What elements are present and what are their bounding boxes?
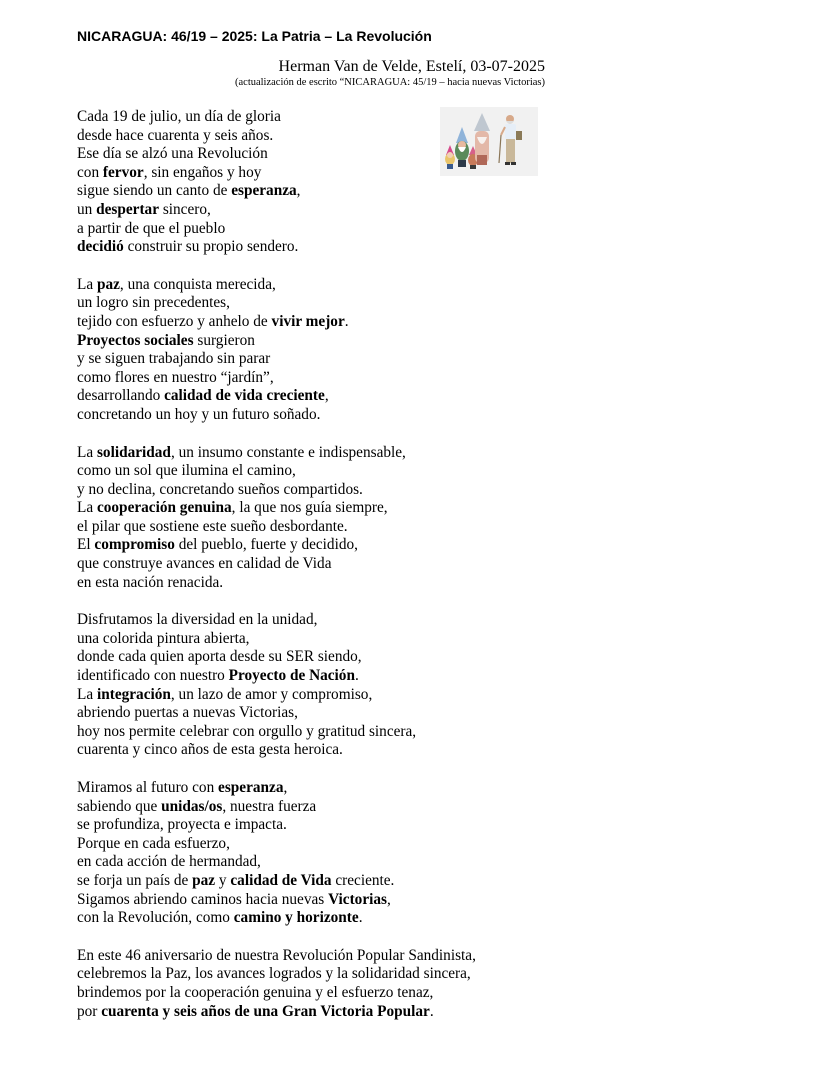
poem-line bbox=[77, 387, 476, 406]
poem-line bbox=[77, 611, 476, 630]
poem-line bbox=[77, 145, 476, 164]
emphasized-text: calidad de vida creciente bbox=[164, 387, 325, 405]
poem-line bbox=[77, 853, 476, 872]
poem-line bbox=[77, 891, 476, 910]
text-segment: como flores en nuestro “jardín”, bbox=[77, 368, 274, 386]
text-segment: La bbox=[77, 499, 97, 517]
text-segment: por bbox=[77, 1002, 102, 1020]
text-segment: , un lazo de amor y compromiso, bbox=[170, 685, 373, 703]
text-segment: del pueblo, fuerte y decidido, bbox=[174, 536, 358, 554]
text-segment: , bbox=[296, 182, 301, 200]
text-segment: cuarenta y cinco años de esta gesta heroica. bbox=[77, 741, 343, 759]
text-segment: a partir de que el pueblo bbox=[77, 219, 226, 237]
text-segment: sigue siendo un canto de bbox=[77, 182, 232, 200]
emphasized-text: despertar bbox=[96, 200, 159, 218]
emphasized-text: calidad de Vida bbox=[230, 871, 332, 889]
poem-body bbox=[77, 108, 476, 1040]
text-segment: El bbox=[77, 536, 95, 554]
poem-line bbox=[77, 444, 476, 463]
poem-line bbox=[77, 835, 476, 854]
text-segment: en cada acción de hermandad, bbox=[77, 853, 261, 871]
poem-line bbox=[77, 238, 476, 257]
text-segment: creciente. bbox=[331, 871, 395, 889]
text-segment: , sin engaños y hoy bbox=[143, 163, 262, 181]
text-segment: que construye avances en calidad de Vida bbox=[77, 555, 332, 573]
text-segment: sincero, bbox=[159, 200, 211, 218]
text-segment: Miramos al futuro con bbox=[77, 779, 219, 796]
text-segment: Porque en cada esfuerzo, bbox=[77, 834, 230, 852]
text-segment: el pilar que sostiene este sueño desbordante. bbox=[77, 517, 348, 535]
stanza bbox=[77, 947, 476, 1021]
text-segment: tejido con esfuerzo y anhelo de bbox=[77, 312, 272, 330]
text-segment: . bbox=[354, 667, 359, 685]
emphasized-text: unidas/os bbox=[161, 797, 223, 815]
poem-line bbox=[77, 462, 476, 481]
emphasized-text: paz bbox=[192, 871, 216, 889]
poem-line bbox=[77, 220, 476, 239]
text-segment: desde hace cuarenta y seis años. bbox=[77, 126, 274, 144]
stanza bbox=[77, 779, 476, 928]
emphasized-text: fervor bbox=[102, 163, 144, 181]
poem-line bbox=[77, 276, 476, 295]
text-segment: donde cada quien aporta desde su SER siendo, bbox=[77, 648, 362, 666]
emphasized-text: compromiso bbox=[94, 536, 175, 554]
text-segment: celebremos la Paz, los avances logrados y la solidaridad sincera, bbox=[77, 965, 471, 983]
text-segment: un logro sin precedentes, bbox=[77, 294, 230, 312]
poem-line bbox=[77, 630, 476, 649]
text-segment: brindemos por la cooperación genuina y el esfuerzo tenaz, bbox=[77, 983, 434, 1001]
poem-line bbox=[77, 984, 476, 1003]
text-segment: , bbox=[283, 779, 288, 796]
text-segment: Disfrutamos la diversidad en la unidad, bbox=[77, 611, 318, 629]
text-segment: como un sol que ilumina el camino, bbox=[77, 462, 296, 480]
text-segment: . bbox=[358, 909, 363, 927]
text-segment: , bbox=[324, 387, 329, 405]
text-segment: se profundiza, proyecta e impacta. bbox=[77, 816, 287, 834]
poem-line bbox=[77, 182, 476, 201]
text-segment: Sigamos abriendo caminos hacia nuevas bbox=[77, 890, 329, 908]
text-segment: y no declina, concretando sueños compartidos. bbox=[77, 480, 363, 498]
text-segment: hoy nos permite celebrar con orgullo y gratitud sincera, bbox=[77, 722, 417, 740]
text-segment: La bbox=[77, 275, 97, 293]
poem-line bbox=[77, 574, 476, 593]
document-title: NICARAGUA: 46/19 – 2025: La Patria – La Revolución bbox=[77, 28, 432, 44]
emphasized-text: vivir mejor bbox=[271, 312, 345, 330]
poem-line bbox=[77, 779, 476, 798]
update-note: (actualización de escrito “NICARAGUA: 45/19 – hacia nuevas Victorias) bbox=[235, 77, 545, 88]
poem-line bbox=[77, 406, 476, 425]
text-segment: . bbox=[344, 312, 349, 330]
poem-line bbox=[77, 481, 476, 500]
poem-line bbox=[77, 294, 476, 313]
poem-line bbox=[77, 723, 476, 742]
text-segment: con la Revolución, como bbox=[77, 909, 234, 927]
poem-line bbox=[77, 648, 476, 667]
emphasized-text: Proyecto de Nación bbox=[228, 667, 355, 685]
text-segment: La bbox=[77, 685, 97, 703]
text-segment: en esta nación renacida. bbox=[77, 573, 224, 591]
poem-line bbox=[77, 313, 476, 332]
text-segment: , nuestra fuerza bbox=[222, 797, 317, 815]
text-segment: abriendo puertas a nuevas Victorias, bbox=[77, 704, 298, 722]
text-segment: La bbox=[77, 443, 97, 461]
text-segment: surgieron bbox=[193, 331, 255, 349]
stanza bbox=[77, 108, 476, 257]
text-segment: una colorida pintura abierta, bbox=[77, 629, 250, 647]
poem-line bbox=[77, 332, 476, 351]
text-segment: con bbox=[77, 163, 103, 181]
poem-line bbox=[77, 667, 476, 686]
emphasized-text: cooperación genuina bbox=[96, 499, 232, 517]
emphasized-text: esperanza bbox=[218, 779, 284, 796]
poem-line bbox=[77, 965, 476, 984]
text-segment: , una conquista merecida, bbox=[119, 275, 276, 293]
poem-line bbox=[77, 741, 476, 760]
author-date-line: Herman Van de Velde, Estelí, 03-07-2025 bbox=[278, 58, 545, 75]
poem-line bbox=[77, 201, 476, 220]
emphasized-text: Proyectos sociales bbox=[77, 331, 194, 349]
text-segment: y se siguen trabajando sin parar bbox=[77, 350, 271, 368]
text-segment: desarrollando bbox=[77, 387, 165, 405]
emphasized-text: esperanza bbox=[231, 182, 297, 200]
emphasized-text: integración bbox=[96, 685, 171, 703]
text-segment: un bbox=[77, 200, 97, 218]
emphasized-text: paz bbox=[96, 275, 120, 293]
poem-line bbox=[77, 164, 476, 183]
text-segment: En este 46 aniversario de nuestra Revolución Popular Sandinista, bbox=[77, 946, 476, 964]
stanza bbox=[77, 444, 476, 593]
text-segment: Ese día se alzó una Revolución bbox=[77, 145, 268, 163]
stanza bbox=[77, 276, 476, 425]
poem-line bbox=[77, 1003, 476, 1022]
poem-line bbox=[77, 798, 476, 817]
text-segment: y bbox=[215, 871, 231, 889]
emphasized-text: decidió bbox=[77, 238, 124, 256]
text-segment: identificado con nuestro bbox=[77, 667, 229, 685]
text-segment: , bbox=[386, 890, 391, 908]
poem-line bbox=[77, 947, 476, 966]
text-segment: construir su propio sendero. bbox=[123, 238, 299, 256]
poem-line bbox=[77, 555, 476, 574]
poem-line bbox=[77, 686, 476, 705]
emphasized-text: cuarenta y seis años de una Gran Victoria Popular bbox=[101, 1002, 430, 1020]
emphasized-text: solidaridad bbox=[96, 443, 171, 461]
poem-line bbox=[77, 127, 476, 146]
emphasized-text: Victorias bbox=[328, 890, 387, 908]
poem-line bbox=[77, 350, 476, 369]
poem-line bbox=[77, 369, 476, 388]
text-segment: , un insumo constante e indispensable, bbox=[170, 443, 406, 461]
poem-line bbox=[77, 499, 476, 518]
text-segment: . bbox=[429, 1002, 434, 1020]
poem-line bbox=[77, 108, 476, 127]
poem-line bbox=[77, 704, 476, 723]
text-segment: , la que nos guía siempre, bbox=[231, 499, 388, 517]
poem-line bbox=[77, 536, 476, 555]
poem-line bbox=[77, 518, 476, 537]
emphasized-text: camino y horizonte bbox=[233, 909, 359, 927]
poem-line bbox=[77, 816, 476, 835]
poem-line bbox=[77, 909, 476, 928]
text-segment: sabiendo que bbox=[77, 797, 162, 815]
stanza bbox=[77, 611, 476, 760]
poem-line bbox=[77, 872, 476, 891]
text-segment: concretando un hoy y un futuro soñado. bbox=[77, 405, 321, 423]
text-segment: se forja un país de bbox=[77, 871, 193, 889]
text-segment: Cada 19 de julio, un día de gloria bbox=[77, 108, 281, 125]
